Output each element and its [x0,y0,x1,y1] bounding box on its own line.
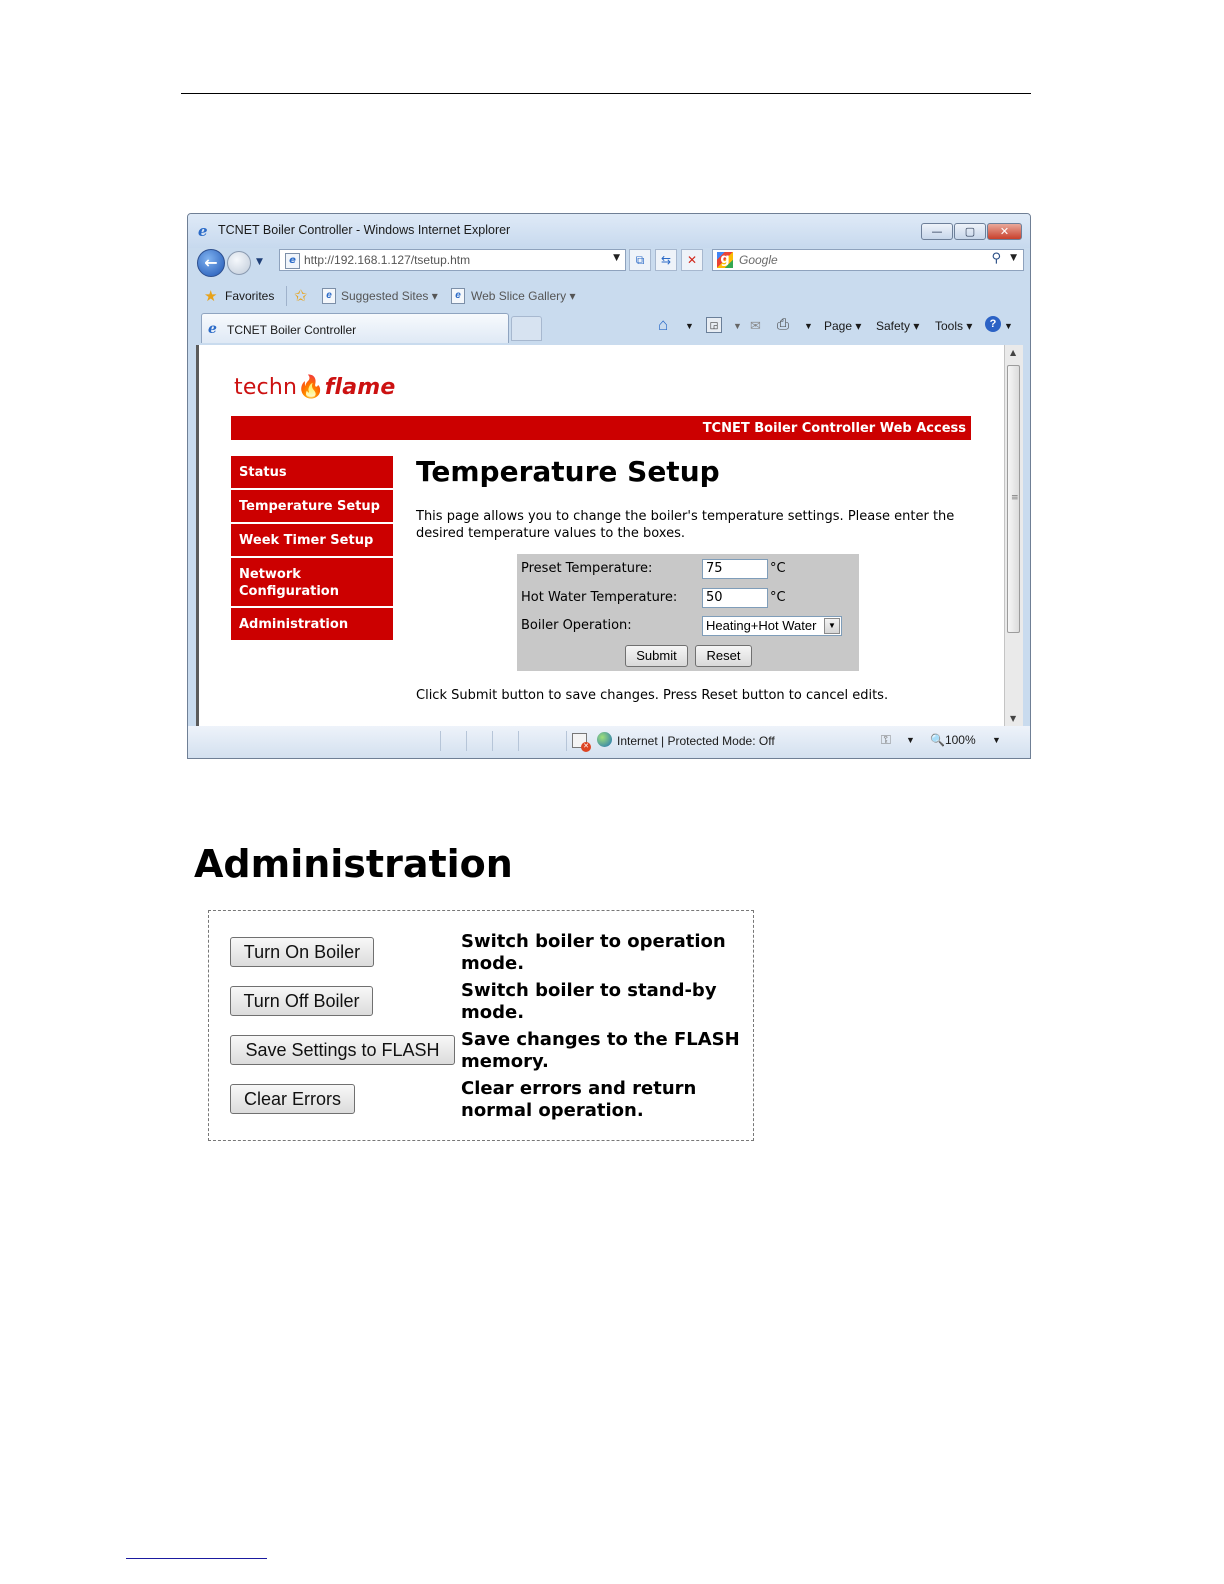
vertical-scrollbar[interactable] [1004,345,1023,726]
hot-water-temperature-label: Hot Water Temperature: [521,590,678,605]
page-menu[interactable]: Page ▾ [824,319,862,333]
mail-icon[interactable]: ✉ [750,318,761,333]
page-intro: This page allows you to change the boiler's temperature settings. Please enter the desired temperature values to the boxes. [416,509,955,541]
boiler-operation-label: Boiler Operation: [521,618,632,633]
chevron-down-icon[interactable]: ▼ [685,321,694,331]
page-header-rule [181,93,1031,94]
favorites-bar [188,282,1030,308]
lock-icon[interactable]: ⚿ [881,732,891,747]
chevron-down-icon[interactable]: ▼ [804,321,813,331]
sidebar-item-temperature-setup[interactable]: Temperature Setup [231,490,393,522]
grip-icon: ≡ [1011,493,1019,503]
scroll-up-icon[interactable]: ▲ [1010,348,1017,357]
page-icon: e [285,253,300,269]
maximize-button[interactable]: ▢ [954,223,986,240]
popup-blocked-icon[interactable] [572,733,587,748]
chevron-down-icon[interactable]: ▼ [992,735,1001,745]
search-icon[interactable]: ⚲ [991,251,1001,266]
sidebar-item-week-timer-setup[interactable]: Week Timer Setup [231,524,393,556]
status-divider [440,731,441,751]
address-bar[interactable] [279,249,626,271]
feeds-icon[interactable]: ◲ [706,317,722,333]
refresh-button[interactable]: ⇆ [655,249,677,271]
chevron-down-icon[interactable]: ▼ [824,618,840,634]
security-zone-text[interactable]: Internet | Protected Mode: Off [617,734,775,748]
administration-panel [208,910,754,1141]
favorites-button[interactable]: Favorites [225,289,275,303]
page-viewport [196,345,1019,726]
submit-button[interactable]: Submit [625,645,688,667]
administration-title: Administration [194,842,513,886]
zoom-level[interactable]: 🔍100% [930,733,976,747]
chevron-down-icon[interactable]: ▼ [1004,321,1013,331]
new-tab-button[interactable] [511,316,542,341]
search-input[interactable]: Google [739,253,778,267]
tab-row [188,310,1030,346]
safety-menu[interactable]: Safety ▾ [876,319,920,333]
close-button[interactable]: ✕ [987,223,1022,240]
preset-temperature-input[interactable]: 75 [702,559,768,579]
tools-menu[interactable]: Tools ▾ [935,319,973,333]
boiler-operation-value: Heating+Hot Water [706,618,817,633]
home-icon[interactable]: ⌂ [658,315,669,334]
chevron-down-icon[interactable]: ▼ [906,735,915,745]
status-divider [566,731,567,751]
forward-button[interactable] [227,251,251,275]
page-note: Click Submit button to save changes. Press Reset button to cancel edits. [416,688,889,703]
temperature-form [517,554,859,671]
window-title: TCNET Boiler Controller - Windows Internet Explorer [218,223,511,237]
address-url[interactable]: http://192.168.1.127/tsetup.htm [304,253,471,267]
status-divider [492,731,493,751]
chevron-down-icon[interactable]: ▼ [733,321,742,331]
flame-icon: 🔥 [297,375,325,400]
favorites-item-suggested-sites[interactable]: Suggested Sites ▾ [341,289,438,303]
technoflame-logo [234,375,396,400]
scroll-down-icon[interactable]: ▼ [1010,714,1017,723]
search-box[interactable] [712,249,1024,271]
logo-text-prefix: techn [234,375,298,400]
status-divider [518,731,519,751]
favorites-star-icon[interactable]: ★ [204,288,218,305]
help-icon[interactable]: ? [985,316,1001,332]
clear-errors-description: Clear errors and return normal operation. [461,1078,697,1121]
clear-errors-button[interactable]: Clear Errors [230,1084,355,1114]
footnote-rule [126,1558,267,1559]
page-icon: e [451,288,465,304]
save-settings-to-flash-button[interactable]: Save Settings to FLASH [230,1035,455,1065]
back-button[interactable]: ← [197,249,225,277]
status-divider [466,731,467,751]
preset-temperature-label: Preset Temperature: [521,561,653,576]
recent-pages-dropdown-icon[interactable]: ▼ [256,257,263,267]
ie-icon: e [208,321,217,337]
search-options-dropdown-icon[interactable]: ▼ [1010,253,1017,263]
favorites-item-web-slice-gallery[interactable]: Web Slice Gallery ▾ [471,289,576,303]
minimize-button[interactable]: — [921,223,953,240]
sidebar-item-administration[interactable]: Administration [231,608,393,640]
logo-text-suffix: flame [324,375,396,400]
site-banner: TCNET Boiler Controller Web Access [231,416,971,440]
stop-button[interactable]: ✕ [681,249,703,271]
add-to-favorites-bar-icon[interactable]: ✩ [294,288,308,305]
favorites-separator [286,286,287,306]
page-title: Temperature Setup [416,455,720,488]
internet-zone-globe-icon [597,732,612,747]
unit-label: °C [770,561,786,576]
page-icon: e [322,288,336,304]
tab-label: TCNET Boiler Controller [227,323,357,337]
sidebar-nav [231,456,393,642]
reset-button[interactable]: Reset [695,645,752,667]
turn-off-boiler-description: Switch boiler to stand-by mode. [461,980,717,1023]
browser-window [187,213,1031,759]
boiler-operation-select[interactable] [702,616,842,636]
print-icon[interactable]: ⎙ [777,316,790,333]
sidebar-item-network-configuration[interactable]: Network Configuration [231,558,393,606]
google-icon: g [717,252,733,268]
turn-off-boiler-button[interactable]: Turn Off Boiler [230,986,373,1016]
title-bar [188,214,1030,248]
turn-on-boiler-button[interactable]: Turn On Boiler [230,937,374,967]
status-bar [188,726,1030,758]
compatibility-view-button[interactable]: ⧉ [629,249,651,271]
save-settings-description: Save changes to the FLASH memory. [461,1029,740,1072]
unit-label: °C [770,590,786,605]
scrollbar-thumb[interactable] [1007,365,1020,633]
ie-icon: e [198,222,208,240]
tab-tcnet-boiler-controller[interactable] [201,313,509,343]
address-dropdown-icon[interactable]: ▼ [613,253,620,263]
sidebar-item-status[interactable]: Status [231,456,393,488]
turn-on-boiler-description: Switch boiler to operation mode. [461,931,726,974]
hot-water-temperature-input[interactable]: 50 [702,588,768,608]
